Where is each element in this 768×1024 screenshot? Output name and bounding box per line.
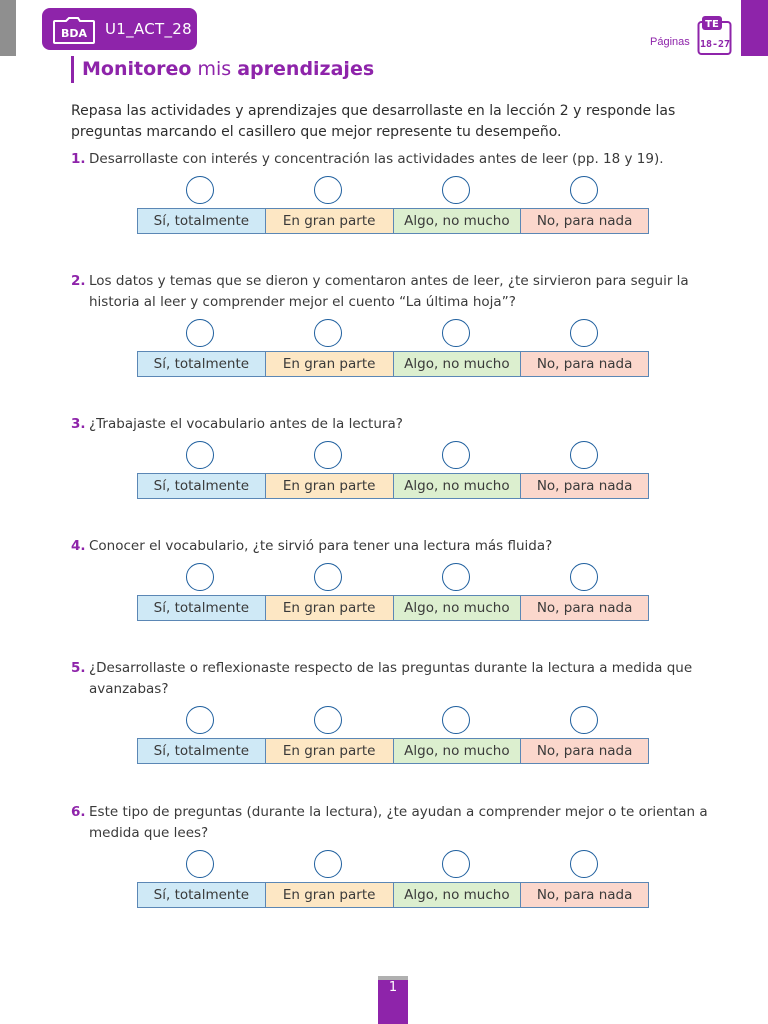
option-label-4: No, para nada (521, 352, 648, 376)
question-6 (71, 802, 721, 903)
option-label-4: No, para nada (521, 739, 648, 763)
answer-circle-3[interactable] (442, 319, 470, 347)
question-body: ¿Desarrollaste o reflexionaste respecto de las preguntas durante la lectura a medida que avanzabas? (89, 660, 693, 697)
instructions: Repasa las actividades y aprendizajes que desarrollaste en la lección 2 y responde las preguntas marcando el casillero que mejor represente tu desempeño. (71, 103, 676, 140)
question-number: 1. (71, 151, 86, 167)
pages-label: Páginas (650, 36, 690, 48)
question-number: 3. (71, 416, 86, 432)
question-text (71, 414, 721, 435)
option-label-2: En gran parte (266, 739, 394, 763)
question-number: 2. (71, 273, 86, 289)
option-label-1: Sí, totalmente (138, 209, 266, 233)
question-body: Los datos y temas que se dieron y comentaron antes de leer, ¿te sirvieron para seguir la historia al leer y comprender mejor el cuento “La última hoja”? (89, 273, 689, 310)
question-2 (71, 271, 721, 372)
answer-circle-1[interactable] (186, 441, 214, 469)
answer-circle-2[interactable] (314, 706, 342, 734)
answer-circle-4[interactable] (570, 706, 598, 734)
left-edge-band (0, 0, 16, 56)
question-3 (71, 414, 721, 494)
option-label-1: Sí, totalmente (138, 596, 266, 620)
answer-options-row (137, 351, 649, 377)
bda-folder-icon (52, 15, 96, 45)
option-label-1: Sí, totalmente (138, 352, 266, 376)
option-label-2: En gran parte (266, 883, 394, 907)
option-label-4: No, para nada (521, 474, 648, 498)
question-body: Este tipo de preguntas (durante la lectura), ¿te ayudan a comprender mejor o te orientan a medida que lees? (89, 804, 708, 841)
answer-circles (137, 706, 649, 736)
te-pages-badge (697, 14, 733, 56)
answer-options-row (137, 208, 649, 234)
right-edge-band (741, 0, 768, 56)
page-title (82, 58, 374, 80)
question-4 (71, 536, 721, 616)
answer-circle-2[interactable] (314, 441, 342, 469)
question-body: ¿Trabajaste el vocabulario antes de la lectura? (89, 416, 403, 432)
brand-label: BDA (60, 27, 88, 40)
question-number: 6. (71, 804, 86, 820)
answer-circles (137, 441, 649, 471)
answer-circle-4[interactable] (570, 176, 598, 204)
answer-circles (137, 319, 649, 349)
option-label-4: No, para nada (521, 883, 648, 907)
answer-circle-3[interactable] (442, 563, 470, 591)
question-number: 5. (71, 660, 86, 676)
answer-circle-2[interactable] (314, 563, 342, 591)
page-number: 1 (388, 980, 398, 995)
question-text (71, 149, 721, 170)
answer-circles (137, 176, 649, 206)
answer-circle-1[interactable] (186, 706, 214, 734)
top-bar (0, 0, 768, 56)
option-label-3: Algo, no mucho (394, 209, 522, 233)
answer-circle-4[interactable] (570, 319, 598, 347)
answer-circle-1[interactable] (186, 176, 214, 204)
answer-circle-1[interactable] (186, 319, 214, 347)
answer-circles (137, 850, 649, 880)
option-label-2: En gran parte (266, 474, 394, 498)
answer-options-row (137, 473, 649, 499)
answer-circle-3[interactable] (442, 706, 470, 734)
question-number: 4. (71, 538, 86, 554)
option-label-1: Sí, totalmente (138, 739, 266, 763)
option-label-3: Algo, no mucho (394, 352, 522, 376)
answer-options-row (137, 882, 649, 908)
title-part-mis: mis (197, 58, 232, 80)
question-text (71, 802, 721, 844)
option-label-4: No, para nada (521, 596, 648, 620)
answer-circle-3[interactable] (442, 176, 470, 204)
answer-circle-1[interactable] (186, 850, 214, 878)
option-label-3: Algo, no mucho (394, 883, 522, 907)
answer-circle-2[interactable] (314, 319, 342, 347)
question-1 (71, 149, 721, 229)
question-text (71, 271, 721, 313)
option-label-2: En gran parte (266, 352, 394, 376)
question-text (71, 658, 721, 700)
title-part-monitoreo: Monitoreo (82, 58, 192, 80)
answer-circle-2[interactable] (314, 176, 342, 204)
answer-circle-3[interactable] (442, 441, 470, 469)
title-accent-bar (71, 56, 74, 83)
option-label-3: Algo, no mucho (394, 596, 522, 620)
answer-circle-4[interactable] (570, 563, 598, 591)
option-label-2: En gran parte (266, 209, 394, 233)
answer-circles (137, 563, 649, 593)
activity-code: U1_ACT_28 (105, 20, 192, 38)
option-label-1: Sí, totalmente (138, 883, 266, 907)
answer-circle-4[interactable] (570, 850, 598, 878)
title-part-aprendizajes: aprendizajes (237, 58, 375, 80)
answer-circle-4[interactable] (570, 441, 598, 469)
question-body: Desarrollaste con interés y concentración las actividades antes de leer (pp. 18 y 19). (89, 151, 664, 167)
option-label-4: No, para nada (521, 209, 648, 233)
option-label-3: Algo, no mucho (394, 474, 522, 498)
activity-tag (42, 8, 197, 50)
option-label-2: En gran parte (266, 596, 394, 620)
question-body: Conocer el vocabulario, ¿te sirvió para tener una lectura más fluida? (89, 538, 553, 554)
question-text (71, 536, 721, 557)
option-label-1: Sí, totalmente (138, 474, 266, 498)
answer-options-row (137, 738, 649, 764)
option-label-3: Algo, no mucho (394, 739, 522, 763)
answer-circle-2[interactable] (314, 850, 342, 878)
pages-range: 18-27 (699, 39, 731, 50)
answer-options-row (137, 595, 649, 621)
question-5 (71, 658, 721, 759)
answer-circle-3[interactable] (442, 850, 470, 878)
answer-circle-1[interactable] (186, 563, 214, 591)
te-label: TE (705, 19, 719, 30)
